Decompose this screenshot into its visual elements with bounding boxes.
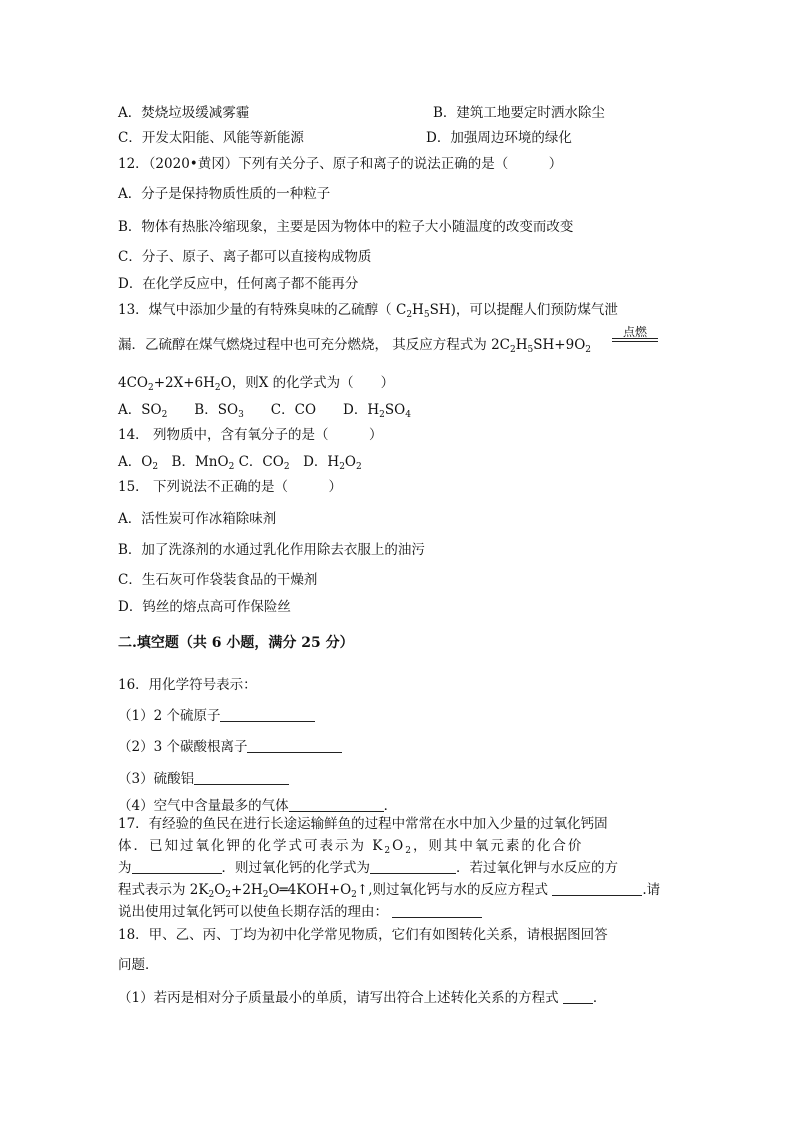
answer-blank[interactable] xyxy=(220,707,315,722)
q16-part-1-label: （1）2 个硫原子 xyxy=(118,708,221,724)
q16-part-1 xyxy=(118,707,315,725)
q12-option-d: D．在化学反应中，任何离子都不能再分 xyxy=(118,276,359,292)
q16-part-2-label: （2）3 个碳酸根离子 xyxy=(118,739,248,755)
q17-line-3 xyxy=(118,859,618,877)
q17-line-4-b: .请 xyxy=(642,882,661,898)
q17-line-2: 体．已知过氧化钾的化学式可表示为 $K_2O_2$，则其中氧元素的化合价 xyxy=(118,838,584,856)
q17-line-4 xyxy=(118,881,660,899)
q12-option-a: A．分子是保持物质性质的一种粒子 xyxy=(118,186,331,202)
q12-stem: 12．（2020•黄冈）下列有关分子、原子和离子的说法正确的是（ ） xyxy=(118,156,563,172)
q12-option-c: C．分子、原子、离子都可以直接构成物质 xyxy=(118,249,372,265)
q15-option-d: D．钨丝的熔点高可作保险丝 xyxy=(118,599,291,615)
q16-part-3-label: （3）硫酸铝 xyxy=(118,771,195,787)
q15-option-b: B．加了洗涤剂的水通过乳化作用除去衣服上的油污 xyxy=(118,542,425,558)
q16-part-2 xyxy=(118,738,342,756)
q12-option-b: B．物体有热胀冷缩现象，主要是因为物体中的粒子大小随温度的改变而改变 xyxy=(118,219,574,235)
q16-stem: 16．用化学符号表示： xyxy=(118,677,257,693)
answer-blank[interactable] xyxy=(247,738,342,753)
q18-part-1 xyxy=(118,989,606,1007)
q18-line-1: 18．甲、乙、丙、丁均为初中化学常见物质，它们有如图转化关系，请根据图回答 xyxy=(118,927,608,943)
q18-line-2: 问题． xyxy=(118,957,159,973)
q14-options: A．$O_2$ B．MnO$_2$ C．$CO_2$ D．$H_2O_2$ xyxy=(118,454,362,472)
q11-option-a: A．焚烧垃圾缓减雾霾 xyxy=(118,105,250,121)
answer-blank[interactable] xyxy=(563,989,593,1004)
answer-blank[interactable] xyxy=(370,859,456,874)
ignite-condition xyxy=(612,326,658,342)
q13-line-1: 13．煤气中添加少量的有特殊臭味的乙硫醇（ $C_2H_5SH$)，可以提醒人们预防煤气泄 xyxy=(118,302,618,320)
q15-stem: 15． 下列说法不正确的是（ ） xyxy=(118,479,342,495)
q13-line-3: $4CO_2+2X+6H_2O$，则X 的化学式为（ ） xyxy=(118,375,395,393)
answer-blank[interactable] xyxy=(132,859,222,874)
q17-line-1: 17．有经验的鱼民在进行长途运输鲜鱼的过程中常常在水中加入少量的过氧化钙固 xyxy=(118,816,608,832)
q17-line-5 xyxy=(118,903,482,921)
q13-options: A．$SO_2$ B．$SO_3$ C．CO D．$H_2SO_4$ xyxy=(118,402,411,420)
section-heading: 二.填空题（共 6 小题，满分 25 分） xyxy=(118,635,354,651)
q11-option-d: D．加强周边环境的绿化 xyxy=(426,130,572,146)
ignite-label: 点燃 xyxy=(622,325,647,339)
answer-blank[interactable] xyxy=(392,903,482,918)
q16-part-4 xyxy=(118,797,397,815)
q15-option-c: C．生石灰可作袋装食品的干燥剂 xyxy=(118,572,318,588)
answer-blank[interactable] xyxy=(194,770,289,785)
q17-line-3-b: ．则过氧化钙的化学式为 xyxy=(221,860,370,876)
q11-option-b: B．建筑工地要定时洒水除尘 xyxy=(433,105,605,121)
answer-blank[interactable] xyxy=(289,797,384,812)
q17-line-5-a: 说出使用过氧化钙可以使鱼长期存活的理由： xyxy=(118,904,388,920)
q14-stem: 14． 列物质中，含有氧分子的是（ ） xyxy=(118,427,383,443)
q17-line-4-a: 程式表示为 $2K_2O_2+2H_2O═4KOH+O_2↑$,则过氧化钙与水的反应方程式 xyxy=(118,882,549,900)
q16-part-3 xyxy=(118,770,289,788)
q15-option-a: A．活性炭可作冰箱除味剂 xyxy=(118,511,277,527)
q13-equation-left: 漏．乙硫醇在煤气燃烧过程中也可充分燃烧， 其反应方程式为 $2C_2H_5SH+9O_2$ xyxy=(118,337,591,355)
q16-part-4-label: （4）空气中含量最多的气体 xyxy=(118,798,289,814)
q18-part-1-end: ． xyxy=(592,990,607,1006)
q13-line-2 xyxy=(118,336,591,354)
q18-part-1-label: （1）若丙是相对分子质量最小的单质，请写出符合上述转化关系的方程式 xyxy=(118,990,559,1006)
answer-blank[interactable] xyxy=(552,881,642,896)
q16-part-4-end: ． xyxy=(383,798,398,814)
q17-line-3-c: ．若过氧化钾与水反应的方 xyxy=(456,860,618,876)
q17-line-3-a: 为 xyxy=(118,860,132,876)
q11-option-c: C．开发太阳能、风能等新能源 xyxy=(118,130,304,146)
